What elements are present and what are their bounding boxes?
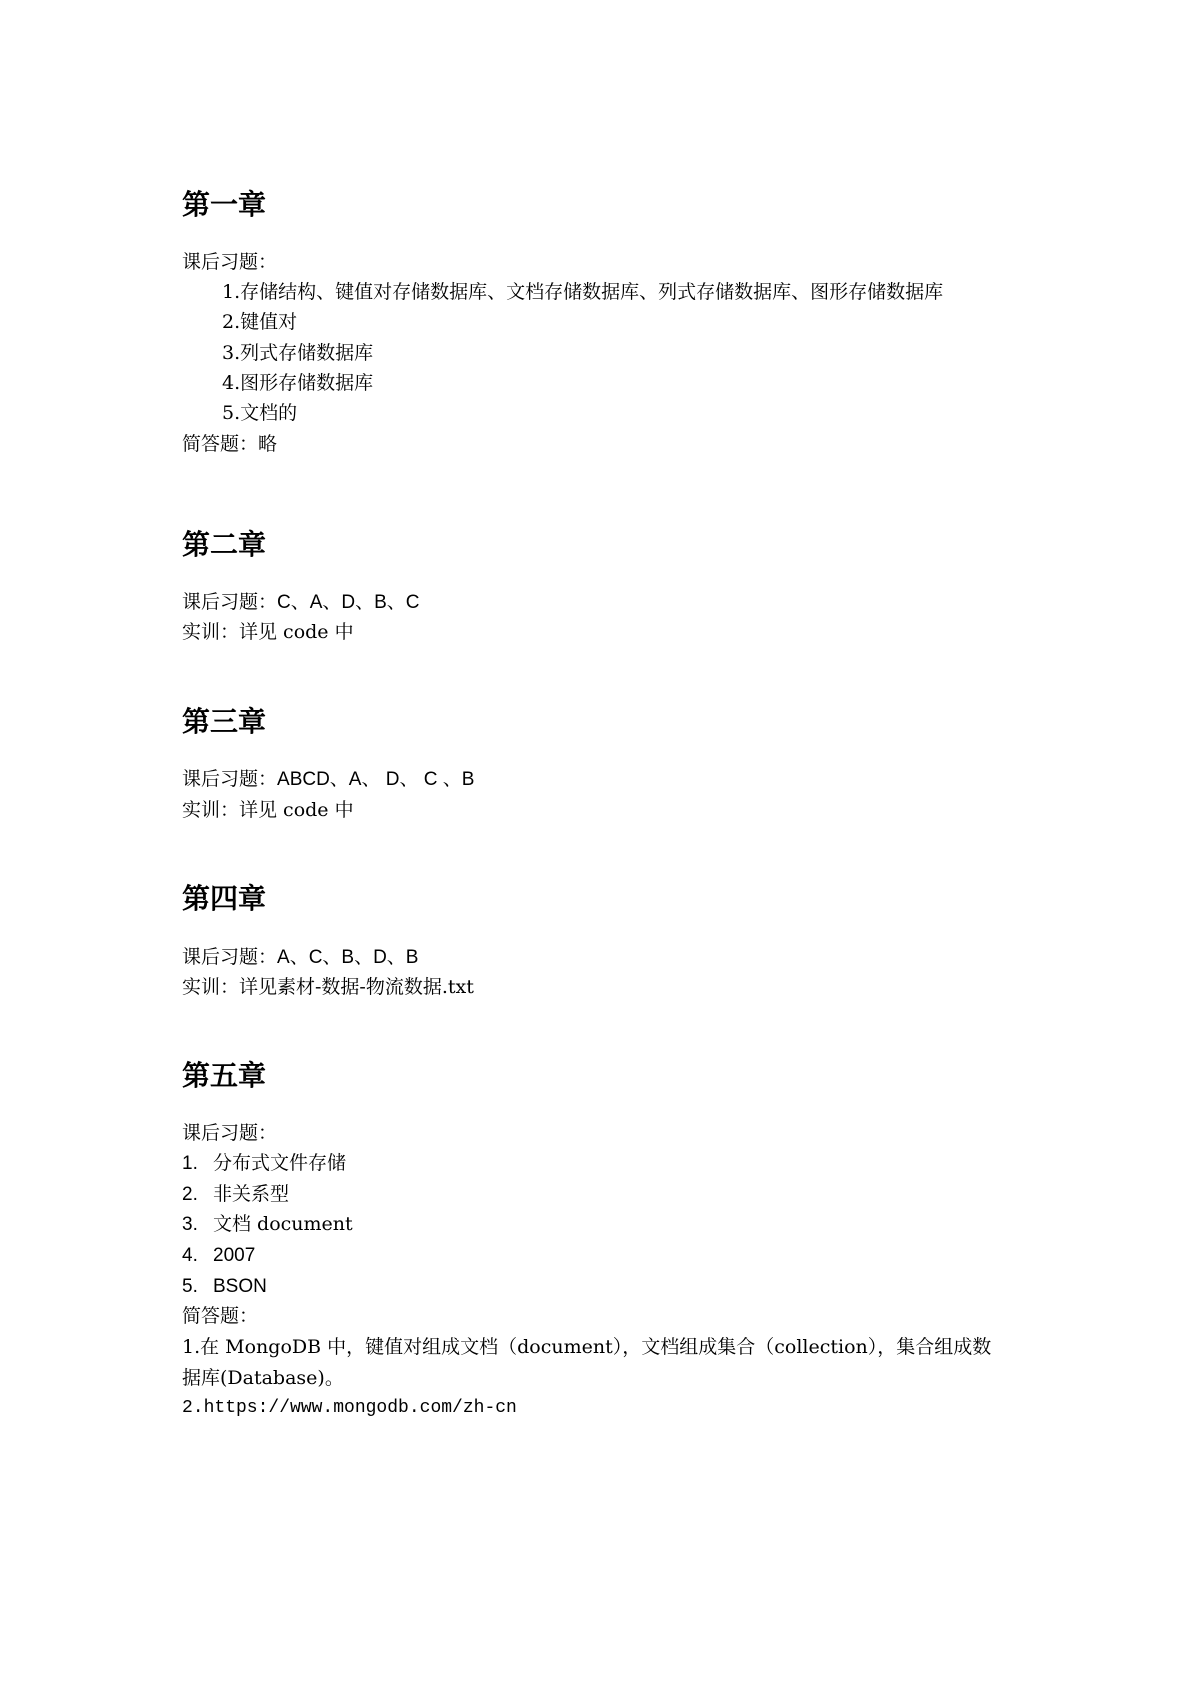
list-number: 4. [182,1245,198,1266]
chapter-4-exercise-label: 课后习题： [182,946,278,968]
chapter-2-practice-text: 详见 code 中 [239,621,354,643]
list-number: 2. [182,1184,198,1205]
chapter-5-list-item [182,1149,346,1178]
chapter-3-practice-label: 实训： [182,799,240,821]
list-number: 1. [182,1153,198,1174]
chapter-5-short-answer: 据库(Database)。 [182,1367,344,1389]
chapter-4-practice-label: 实训： [182,976,240,998]
chapter-3-exercise-answers: ABCD、A、 D、 C 、B [277,769,475,790]
list-number: 5. [182,1276,198,1297]
chapter-4-practice [182,973,474,1001]
chapter-5-list-item [182,1210,353,1239]
list-text: 2007 [213,1245,256,1266]
chapter-5-title: 第五章 [182,1059,267,1092]
list-text: BSON [213,1276,267,1297]
list-text: 分布式文件存储 [213,1152,347,1174]
list-text: 文档 document [213,1213,353,1235]
chapter-1-item: 2.键值对 [222,311,298,333]
chapter-5-short-answer: 1.在 MongoDB 中，键值对组成文档（document），文档组成集合（collection），集合组成数 [182,1336,992,1358]
chapter-1-item: 3.列式存储数据库 [222,342,374,364]
chapter-5-short-answer-label: 简答题： [182,1305,259,1327]
chapter-5-short-answer-url: 2.https://www.mongodb.com/zh-cn [182,1398,517,1418]
chapter-5-exercise-label: 课后习题： [182,1122,278,1144]
chapter-2-practice [182,618,354,646]
chapter-2-exercise [182,588,420,617]
chapter-2-title: 第二章 [182,528,267,561]
chapter-5-list-item [182,1241,255,1270]
chapter-1-item: 5.文档的 [222,402,298,424]
chapter-1-item: 4.图形存储数据库 [222,372,374,394]
chapter-4-title: 第四章 [182,882,267,915]
chapter-1-exercise-label: 课后习题： [182,251,278,273]
chapter-4-practice-text: 详见素材-数据-物流数据.txt [239,976,474,998]
chapter-2-exercise-label: 课后习题： [182,591,278,613]
chapter-1-short-answer: 简答题：略 [182,433,278,455]
chapter-2-practice-label: 实训： [182,621,240,643]
chapter-3-title: 第三章 [182,705,267,738]
list-text: 非关系型 [213,1183,290,1205]
chapter-3-exercise-label: 课后习题： [182,768,278,790]
chapter-5-list-item [182,1272,267,1301]
chapter-2-exercise-answers: C、A、D、B、C [277,592,420,613]
chapter-5-list-item [182,1180,289,1209]
chapter-3-practice-text: 详见 code 中 [239,799,354,821]
chapter-4-exercise-answers: A、C、B、D、B [277,947,419,968]
chapter-1-item: 1.存储结构、键值对存储数据库、文档存储数据库、列式存储数据库、图形存储数据库 [222,281,944,303]
chapter-3-practice [182,796,354,824]
chapter-3-exercise [182,765,474,794]
list-number: 3. [182,1214,198,1235]
chapter-4-exercise [182,943,418,972]
chapter-1-title: 第一章 [182,188,267,221]
